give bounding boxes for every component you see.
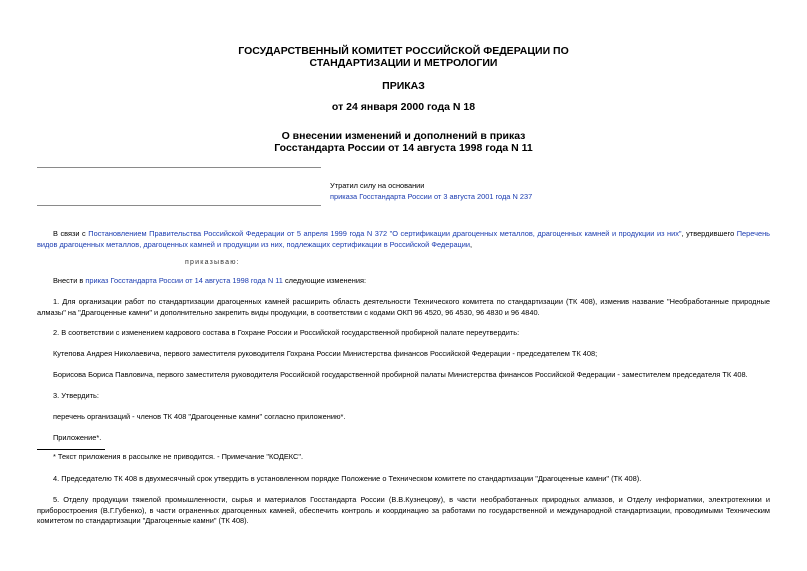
preamble-paragraph [37, 229, 770, 250]
order-word: приказываю: [185, 259, 240, 266]
item-3-list: перечень организаций - членов ТК 408 "Драгоценные камни" согласно приложению*. [53, 412, 346, 421]
appendix-label: Приложение*. [53, 433, 102, 442]
resolution-link[interactable]: Постановлением Правительства Российской Федерации от 5 апреля 1999 года N 372 "О сертификации драгоценных металлов, драгоценных камней и продукции из них" [88, 229, 682, 238]
document-subject-line1: О внесении изменений и дополнений в приказ [281, 130, 526, 142]
item-3: 3. Утвердить: [53, 391, 99, 400]
member-vice-chairman: Борисова Бориса Павловича, первого заместителя руководителя Российской государственной пробирной палаты Министерства финансов Российской Федерации - заместителем председателя ТК 408. [53, 370, 748, 379]
footnote-divider [37, 449, 105, 450]
item-4: 4. Председателю ТК 408 в двухмесячный срок утвердить в установленном порядке Положение о Техническом комитете по стандартизации "Драгоценные камни" (ТК 408). [53, 474, 642, 483]
divider-bottom [37, 205, 321, 206]
org-title-line1: ГОСУДАРСТВЕННЫЙ КОМИТЕТ РОССИЙСКОЙ ФЕДЕРАЦИИ ПО [238, 45, 569, 57]
preamble-text-3: , [470, 239, 473, 249]
item-2: 2. В соответствии с изменением кадрового состава в Гохране России и Российской государственной пробирной палате переутвердить: [53, 328, 520, 337]
document-type: ПРИКАЗ [382, 80, 425, 92]
preamble-text-1: В связи с [53, 229, 89, 238]
document-subject-line2: Госстандарта России от 14 августа 1998 года N 11 [274, 142, 533, 154]
order-link[interactable]: приказ Госстандарта России от 14 августа 1998 года N 11 [85, 276, 283, 285]
divider-top [37, 167, 321, 168]
intro-text-2: следующие изменения: [282, 276, 367, 285]
status-text: Утратил силу на основании [330, 181, 425, 190]
preamble-text-2: , утвердившего [681, 229, 737, 238]
footnote: * Текст приложения в рассылке не приводится. - Примечание "КОДЕКС". [53, 452, 304, 461]
item-5: 5. Отделу продукции тяжелой промышленности, сырья и материалов Госстандарта России (В.В.Кузнецову), в части необработанных природных алмазов, и Отделу информатики, электротехники и приборостроения (В.Г.Губенко), в части ограненных драгоценных камней, обеспечить контроль и координацию за работами по государственной и международной стандартизации, проводимыми Техническим комитетом по стандартизации "Драгоценные камни" (ТК 408). [37, 495, 770, 525]
document-date: от 24 января 2000 года N 18 [331, 101, 476, 113]
status-link[interactable]: приказа Госстандарта России от 3 августа 2001 года N 237 [330, 192, 533, 201]
intro-text-1: Внести в [53, 276, 86, 285]
item-1: 1. Для организации работ по стандартизации драгоценных камней расширить область деятельности Технического комитета по стандартизации (ТК 408), изменив название "Необработанные природные алмазы" на "Драгоценные камни" и дополнительно закрепить виды продукции, в соответствии с кодами ОКП 96 4520, 96 4530, 96 4830 и 96 4840. [37, 297, 770, 317]
list-link[interactable]: Перечень видов драгоценных металлов, драгоценных камней и продукции из них, подлежащих сертификации в Российской Федерации [37, 229, 771, 249]
org-title-line2: СТАНДАРТИЗАЦИИ И МЕТРОЛОГИИ [309, 57, 498, 69]
member-chairman: Кутепова Андрея Николаевича, первого заместителя руководителя Гохрана России Министерства финансов Российской Федерации - председателем ТК 408; [53, 349, 598, 358]
intro-paragraph [37, 276, 770, 287]
